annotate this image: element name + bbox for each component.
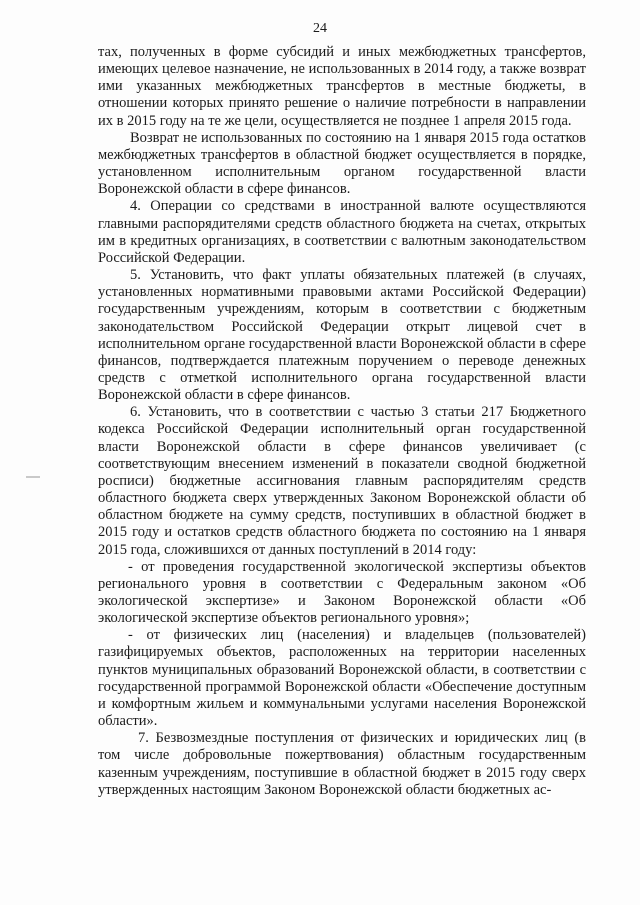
paragraph-item-4: 4. Операции со средствами в иностранной валюте осуществляются главными распорядителями средств областного бюджета на счетах, открытых им в кредитных организациях, в соответствии с валютным законодательством Российской Федерации. bbox=[98, 198, 586, 266]
paragraph-item-6: 6. Установить, что в соответствии с частью 3 статьи 217 Бюджетного кодекса Российской Федерации исполнительный орган государственной власти Воронежской области в сфере финансов увеличивает (с соответствующим внесением изменений в показатели сводной бюджетной росписи) бюджетные ассигнования главным распорядителям средств областного бюджета сверх утвержденных Законом Воронежской области об областном бюджете на сумму средств, поступивших в областной бюджет в 2015 году и остатков средств областного бюджета по состоянию на 1 января 2015 года, сложившихся от данных поступлений в 2014 году: bbox=[98, 404, 586, 558]
paragraph-return-of-remainders: Возврат не использованных по состоянию на 1 января 2015 года остатков межбюджетных трансфертов в областной бюджет осуществляется в порядке, установленном исполнительным органом государственной власти Воронежской области в сфере финансов. bbox=[98, 129, 586, 198]
document-body bbox=[98, 44, 586, 799]
paragraph-item-6-bullet-ecology: - от проведения государственной экологической экспертизы объектов регионального уровня в соответствии с Федеральным законом «Об экологической экспертизе» и Законом Воронежской области «Об экологической экспертизе объектов регионального уровня»; bbox=[98, 558, 586, 627]
paragraph-continuation: тах, полученных в форме субсидий и иных межбюджетных трансфертов, имеющих целевое назначение, не использованных в 2014 году, а также возврат ими указанных межбюджетных трансфертов в местные бюджеты, в отношении которых принято решение о наличие потребности в направлении их в 2015 году на те же цели, осуществляется не позднее 1 апреля 2015 года. bbox=[98, 44, 586, 129]
paragraph-item-7: 7. Безвозмездные поступления от физических и юридических лиц (в том числе добровольные пожертвования) областным государственным казенным учреждениям, поступившие в областной бюджет в 2015 году сверх утвержденных настоящим Законом Воронежской области бюджетных ас- bbox=[98, 730, 586, 798]
page-number: 24 bbox=[313, 21, 327, 36]
scan-mark bbox=[26, 476, 40, 478]
paragraph-item-5: 5. Установить, что факт уплаты обязательных платежей (в случаях, установленных нормативными правовыми актами Российской Федерации) государственным учреждениям, которым в соответствии с бюджетным законодательством Российской Федерации открыт лицевой счет в исполнительном органе государственной власти Воронежской области в сфере финансов, подтверждается платежным поручением о переводе денежных средств с отметкой исполнительного органа государственной власти Воронежской области в сфере финансов. bbox=[98, 267, 586, 404]
paragraph-item-6-bullet-gasification: - от физических лиц (населения) и владельцев (пользователей) газифицируемых объектов, расположенных на территории населенных пунктов муниципальных образований Воронежской области, в соответствии с государственной программой Воронежской области «Обеспечение доступным и комфортным жильем и коммунальными услугами населения Воронежской области». bbox=[98, 627, 586, 730]
